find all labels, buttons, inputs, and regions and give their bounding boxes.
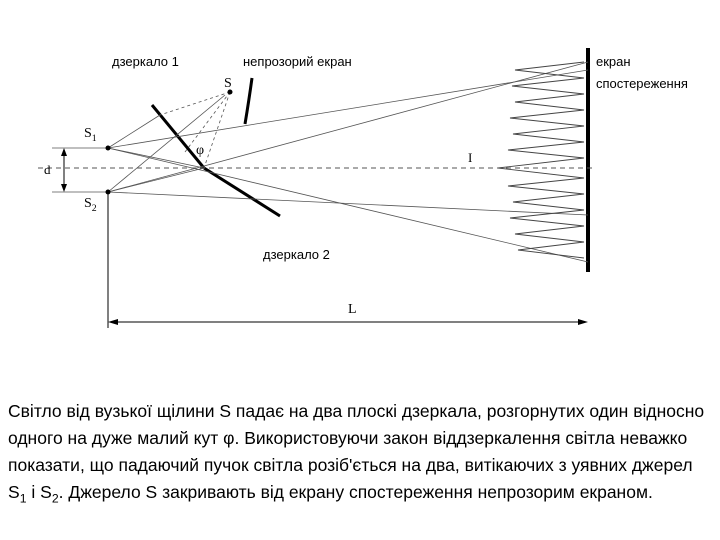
caption-paragraph	[8, 398, 712, 513]
l-arrow-left	[108, 319, 118, 325]
intensity-label: I	[468, 150, 473, 165]
source-s1-subscript: 1	[91, 132, 97, 144]
d-arrow-top	[61, 148, 67, 156]
d-arrow-bottom	[61, 184, 67, 192]
caption-part-1: Світло від вузької щілини S падає на два плоскі дзеркала, розгорнутих один відносно одного на дуже малий кут φ. Використовуючи закон віддзеркалення світла неважко показати, що падаючий пучок світла розіб'ється на два, витікаючих з уявних джерел S	[8, 401, 705, 502]
caption-text	[8, 398, 712, 513]
ray	[108, 62, 588, 192]
ray	[160, 92, 230, 115]
length-label: L	[348, 302, 357, 317]
mirror-2	[204, 168, 280, 216]
source-s-label: S	[224, 76, 232, 91]
ray	[108, 115, 160, 148]
interference-pattern	[498, 62, 584, 258]
source-s2-label	[84, 196, 97, 214]
caption-sub-2: 2	[51, 491, 59, 506]
source-s1-letter: S	[84, 126, 92, 141]
caption-part-2: і S	[26, 482, 52, 502]
observation-screen-label-1: екран	[596, 54, 631, 69]
opaque-screen	[245, 78, 252, 124]
ray	[108, 192, 588, 215]
source-s1-point	[106, 146, 111, 151]
ray-group	[108, 62, 588, 262]
opaque-screen-label: непрозорий екран	[243, 54, 352, 69]
mirror-1-label: дзеркало 1	[112, 54, 179, 69]
source-s1-label	[84, 126, 97, 144]
ray	[185, 92, 230, 152]
l-arrow-right	[578, 319, 588, 325]
caption-sub-1: 1	[19, 491, 27, 506]
source-s2-letter: S	[84, 196, 92, 211]
phi-label: φ	[196, 143, 205, 158]
observation-screen-label-2: спостереження	[596, 76, 688, 91]
ray	[108, 148, 588, 262]
caption-part-3: . Джерело S закривають від екрану спостереження непрозорим екраном.	[58, 482, 653, 502]
mirror-2-label: дзеркало 2	[263, 247, 330, 262]
source-s2-subscript: 2	[91, 202, 97, 214]
d-label: d	[44, 162, 51, 177]
